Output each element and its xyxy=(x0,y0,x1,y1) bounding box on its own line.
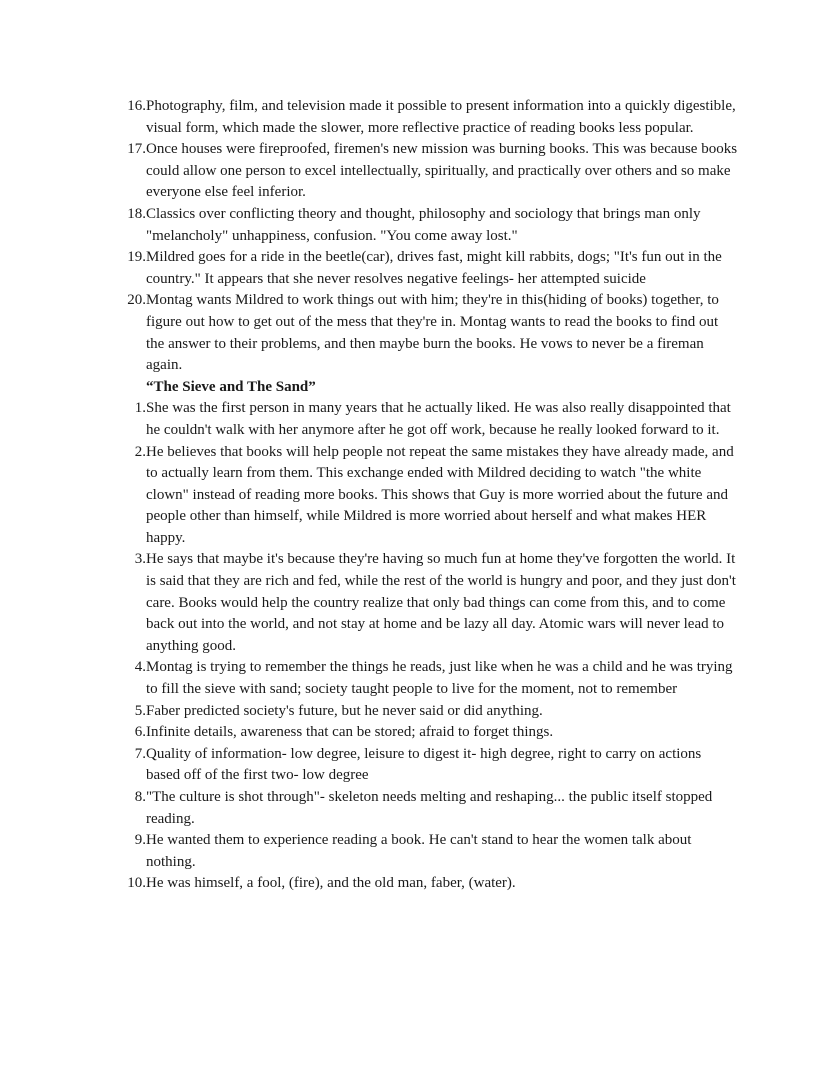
item-text: Classics over conflicting theory and thought, philosophy and sociology that brings man only "melancholy" unhappiness, confusion. "You come away lost." xyxy=(146,205,701,244)
item-number: 8. xyxy=(134,789,146,805)
list-item xyxy=(119,787,738,830)
list-item xyxy=(119,873,738,895)
list-item xyxy=(119,442,738,550)
list-item xyxy=(119,657,738,700)
item-number: 5. xyxy=(134,702,146,719)
item-number: 1. xyxy=(134,400,146,417)
item-text: He wanted them to experience reading a book. He can't stand to hear the women talk about nothing. xyxy=(146,832,692,870)
item-number: 16. xyxy=(127,98,146,114)
list-item xyxy=(119,398,738,441)
list-item xyxy=(119,247,738,290)
answer-list-part-one xyxy=(119,96,738,377)
item-number: 4. xyxy=(134,659,146,676)
item-text: He believes that books will help people not repeat the same mistakes they have already made, and to actually learn from them. This exchange ended with Mildred deciding to watch "the white clown" instead of reading more books. This shows that Guy is more worried about the future and people other than himself, while Mildred is more worried about herself and what makes HER happy. xyxy=(146,443,734,546)
list-item xyxy=(119,701,738,723)
item-number: 3. xyxy=(134,551,146,568)
item-number: 18. xyxy=(127,205,146,222)
item-text: Once houses were fireproofed, firemen's new mission was burning books. This was because books could allow one person to excel intellectually, spiritually, and practically over others and so make everyone else feel inferior. xyxy=(146,141,738,201)
item-number: 20. xyxy=(127,292,146,309)
item-text: He says that maybe it's because they're having so much fun at home they've forgotten the world. It is said that they are rich and fed, while the rest of the world is hungry and poor, and they just don't care. Books would help the country realize that only bad things can come from this, and to come back out into the world, and not stay at home and be lazy all day. Atomic wars will never lead to anything good. xyxy=(146,551,736,654)
list-item xyxy=(119,290,738,376)
item-text: She was the first person in many years that he actually liked. He was also really disappointed that he couldn't walk with her anymore after he got off work, because he really looked forward to it. xyxy=(146,400,731,438)
item-number: 7. xyxy=(134,745,146,762)
item-number: 19. xyxy=(127,249,146,266)
list-item xyxy=(119,830,738,873)
item-text: He was himself, a fool, (fire), and the old man, faber, (water). xyxy=(146,875,516,892)
item-text: Infinite details, awareness that can be stored; afraid to forget things. xyxy=(146,724,554,741)
list-item xyxy=(119,549,738,657)
list-item xyxy=(119,744,738,787)
list-item xyxy=(119,139,738,204)
item-number: 6. xyxy=(134,724,146,741)
item-number: 2. xyxy=(134,443,146,460)
item-text: Photography, film, and television made it possible to present information into a quickly digestible, visual form, which made the slower, more reflective practice of reading books less popular. xyxy=(146,98,736,136)
list-item xyxy=(119,204,738,247)
list-item xyxy=(119,96,738,139)
item-text: Quality of information- low degree, leisure to digest it- high degree, right to carry on actions based off of the first two- low degree xyxy=(146,745,702,784)
section-heading: “The Sieve and The Sand” xyxy=(146,378,316,395)
item-text: "The culture is shot through"- skeleton needs melting and reshaping... the public itself stopped reading. xyxy=(146,789,713,827)
list-item xyxy=(119,722,738,744)
answer-list-part-two xyxy=(119,398,738,895)
item-text: Faber predicted society's future, but he never said or did anything. xyxy=(146,702,543,719)
item-number: 9. xyxy=(134,832,146,849)
item-text: Mildred goes for a ride in the beetle(car), drives fast, might kill rabbits, dogs; "It's fun out in the country." It appears that she never resolves negative feelings- her attempted suicide xyxy=(146,249,722,287)
item-text: Montag wants Mildred to work things out with him; they're in this(hiding of books) together, to figure out how to get out of the mess that they're in. Montag wants to read the books to find out the answer to their problems, and then maybe burn the books. He vows to never be a fireman again. xyxy=(146,292,719,374)
item-number: 10. xyxy=(127,875,146,892)
item-number: 17. xyxy=(127,141,146,158)
item-text: Montag is trying to remember the things he reads, just like when he was a child and he was trying to fill the sieve with sand; society taught people to live for the moment, not to remember xyxy=(146,659,733,698)
